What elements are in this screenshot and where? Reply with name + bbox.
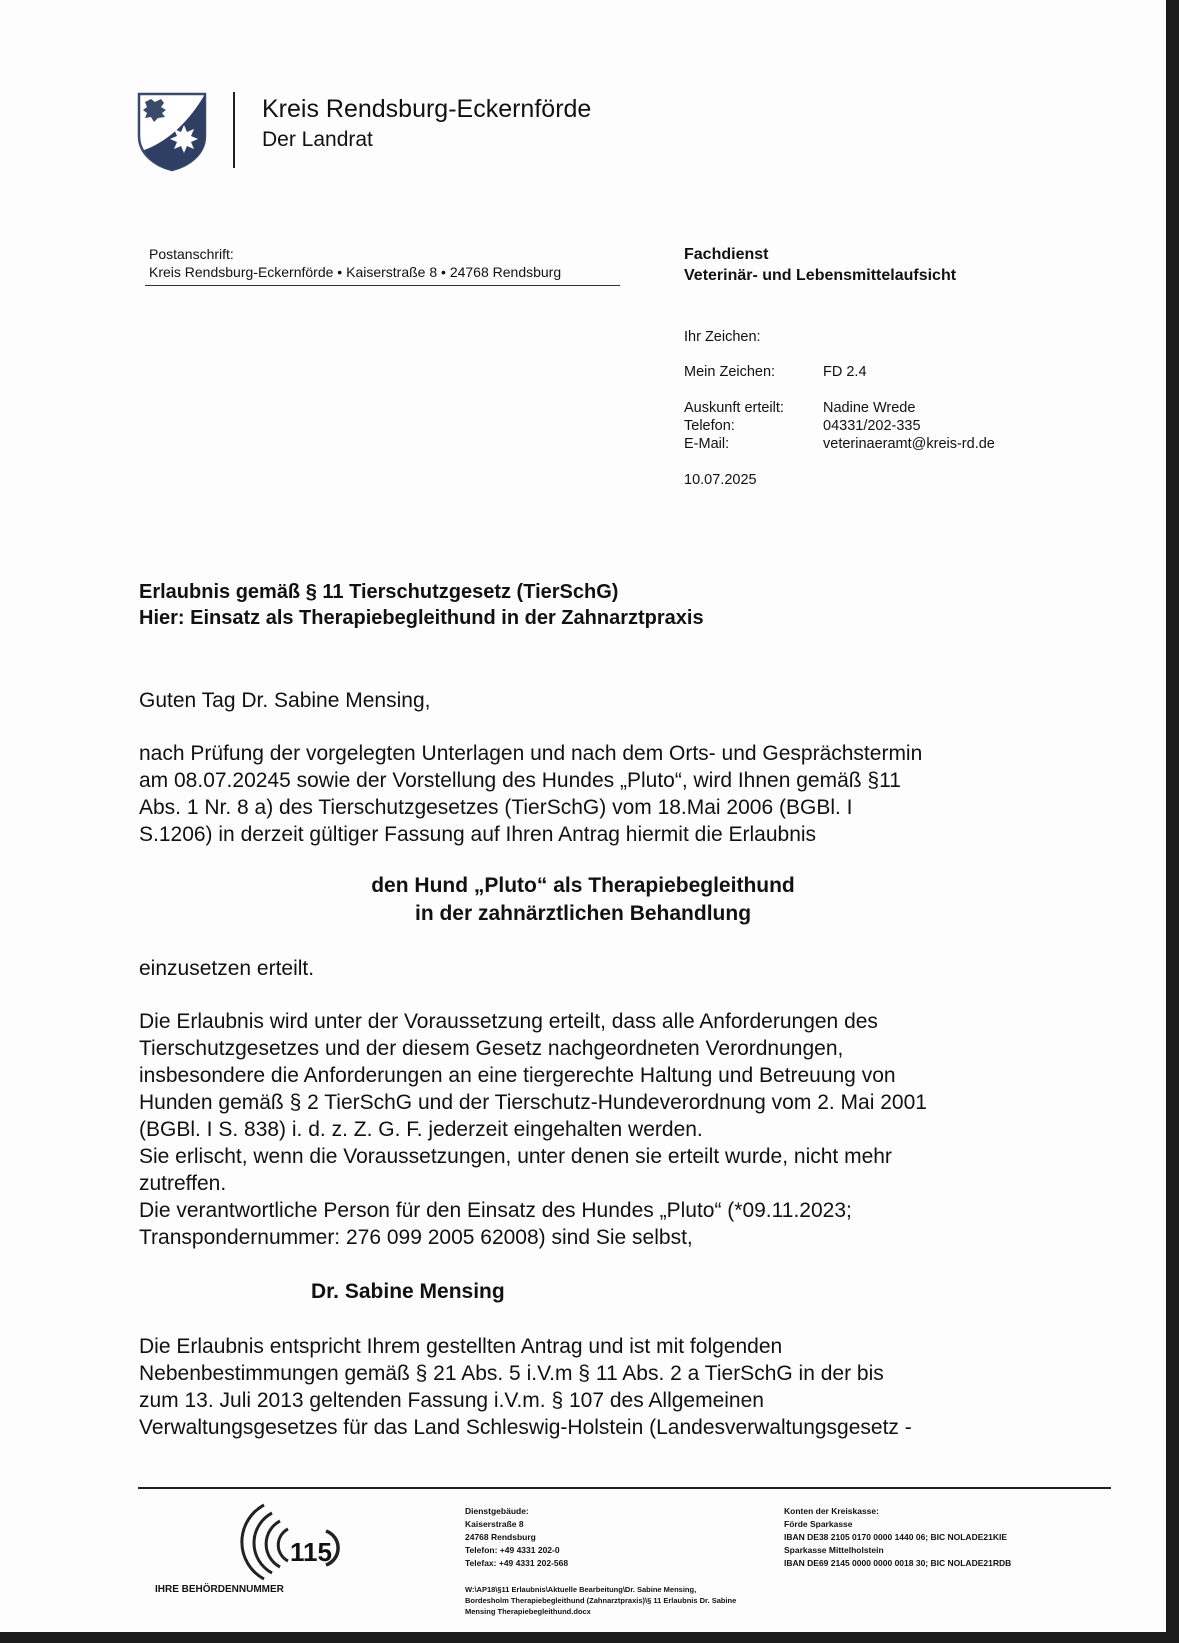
permit-purpose-line-1: den Hund „Pluto“ als Therapiebegleithund	[371, 874, 795, 897]
postal-label: Postanschrift:	[149, 246, 234, 262]
file-path-line: Bordesholm Therapiebegleithund (Zahnarztpraxis)\§ 11 Erlaubnis Dr. Sabine	[465, 1596, 737, 1605]
office-line: Telefax: +49 4331 202-568	[465, 1558, 569, 1568]
paragraph-3-line: insbesondere die Anforderungen an eine tiergerechte Haltung und Betreuung von	[139, 1064, 896, 1087]
paragraph-3-line: (BGBl. I S. 838) i. d. z. Z. G. F. jederzeit eingehalten werden.	[139, 1118, 703, 1141]
paragraph-3-line: Tierschutzgesetzes und der diesem Gesetz nachgeordneten Verordnungen,	[139, 1037, 844, 1060]
bank-line: Konten der Kreiskasse:	[784, 1506, 879, 1516]
department-line-2: Veterinär- und Lebensmittelaufsicht	[684, 267, 957, 284]
bank-line: IBAN DE38 2105 0170 0000 1440 06; BIC NOLADE21KIE	[784, 1532, 1008, 1542]
bank-line: Förde Sparkasse	[784, 1519, 853, 1529]
paragraph-3-line: Die verantwortliche Person für den Einsatz des Hundes „Pluto“ (*09.11.2023;	[139, 1199, 852, 1222]
bank-line: IBAN DE69 2145 0000 0000 0018 30; BIC NOLADE21RDB	[784, 1558, 1012, 1568]
bank-line: Sparkasse Mittelholstein	[784, 1545, 884, 1555]
office-line: 24768 Rendsburg	[465, 1532, 536, 1542]
office-line: Dienstgebäude:	[465, 1506, 529, 1516]
telefon-label: Telefon:	[684, 418, 735, 434]
paragraph-1-line: S.1206) in derzeit gültiger Fassung auf Ihren Antrag hiermit die Erlaubnis	[139, 823, 817, 846]
postal-address: Kreis Rendsburg-Eckernförde • Kaiserstraße 8 • 24768 Rendsburg	[149, 264, 562, 280]
footer-divider	[138, 1487, 1111, 1489]
paragraph-2: einzusetzen erteilt.	[139, 957, 315, 980]
paragraph-3-line: Transpondernummer: 276 099 2005 62008) sind Sie selbst,	[139, 1226, 693, 1249]
office-line: Telefon: +49 4331 202-0	[465, 1545, 560, 1555]
file-path-line: Mensing Therapiebegleithund.docx	[465, 1607, 591, 1616]
paragraph-3-line: Die Erlaubnis wird unter der Voraussetzung erteilt, dass alle Anforderungen des	[139, 1010, 878, 1033]
email-label: E-Mail:	[684, 436, 730, 452]
ihr-zeichen-label: Ihr Zeichen:	[684, 329, 761, 345]
auskunft-value: Nadine Wrede	[823, 400, 916, 416]
permit-purpose-line-2: in der zahnärztlichen Behandlung	[414, 902, 752, 925]
postal-underline	[145, 285, 620, 286]
subject-line-2: Hier: Einsatz als Therapiebegleithund in der Zahnarztpraxis	[139, 607, 704, 629]
paragraph-3-line: zutreffen.	[139, 1172, 227, 1195]
paragraph-1-line: am 08.07.20245 sowie der Vorstellung des Hundes „Pluto“, wird Ihnen gemäß §11	[139, 769, 901, 792]
paragraph-4-line: Verwaltungsgesetzes für das Land Schleswig-Holstein (Landesverwaltungsgesetz -	[139, 1416, 912, 1439]
mein-zeichen-value: FD 2.4	[823, 364, 867, 380]
paragraph-4-line: Die Erlaubnis entspricht Ihrem gestellten Antrag und ist mit folgenden	[139, 1335, 783, 1358]
paragraph-3-line: Hunden gemäß § 2 TierSchG und der Tierschutz-Hundeverordnung vom 2. Mai 2001	[139, 1091, 927, 1114]
file-path-line: W:\AP18\§11 Erlaubnis\Aktuelle Bearbeitung\Dr. Sabine Mensing,	[465, 1585, 697, 1594]
paragraph-4-line: zum 13. Juli 2013 geltenden Fassung i.V.m. § 107 des Allgemeinen	[139, 1389, 764, 1412]
subject-line-1: Erlaubnis gemäß § 11 Tierschutzgesetz (TierSchG)	[139, 581, 619, 603]
responsible-person: Dr. Sabine Mensing	[311, 1280, 505, 1303]
mein-zeichen-label: Mein Zeichen:	[684, 364, 776, 380]
organization-subtitle: Der Landrat	[262, 128, 373, 151]
paragraph-3-line: Sie erlischt, wenn die Voraussetzungen, unter denen sie erteilt wurde, nicht mehr	[139, 1145, 892, 1168]
greeting: Guten Tag Dr. Sabine Mensing,	[139, 689, 431, 712]
organization-name: Kreis Rendsburg-Eckernförde	[262, 95, 592, 123]
letter-date: 10.07.2025	[684, 472, 757, 488]
telefon-value: 04331/202-335	[823, 418, 921, 434]
paragraph-1-line: nach Prüfung der vorgelegten Unterlagen und nach dem Orts- und Gesprächstermin	[139, 742, 923, 765]
header-divider	[233, 92, 235, 168]
email-value: veterinaeramt@kreis-rd.de	[823, 436, 995, 452]
office-line: Kaiserstraße 8	[465, 1519, 524, 1529]
coat-of-arms-icon	[137, 92, 207, 172]
badge-caption: IHRE BEHÖRDENNUMMER	[155, 1584, 284, 1595]
auskunft-label: Auskunft erteilt:	[684, 400, 784, 416]
badge-number: 115	[290, 1537, 332, 1567]
paragraph-1-line: Abs. 1 Nr. 8 a) des Tierschutzgesetzes (TierSchG) vom 18.Mai 2006 (BGBl. I	[139, 796, 853, 819]
paragraph-4-line: Nebenbestimmungen gemäß § 21 Abs. 5 i.V.m § 11 Abs. 2 a TierSchG in der bis	[139, 1362, 884, 1385]
behoerdennummer-115-icon	[224, 1495, 354, 1585]
department-line-1: Fachdienst	[684, 246, 769, 263]
